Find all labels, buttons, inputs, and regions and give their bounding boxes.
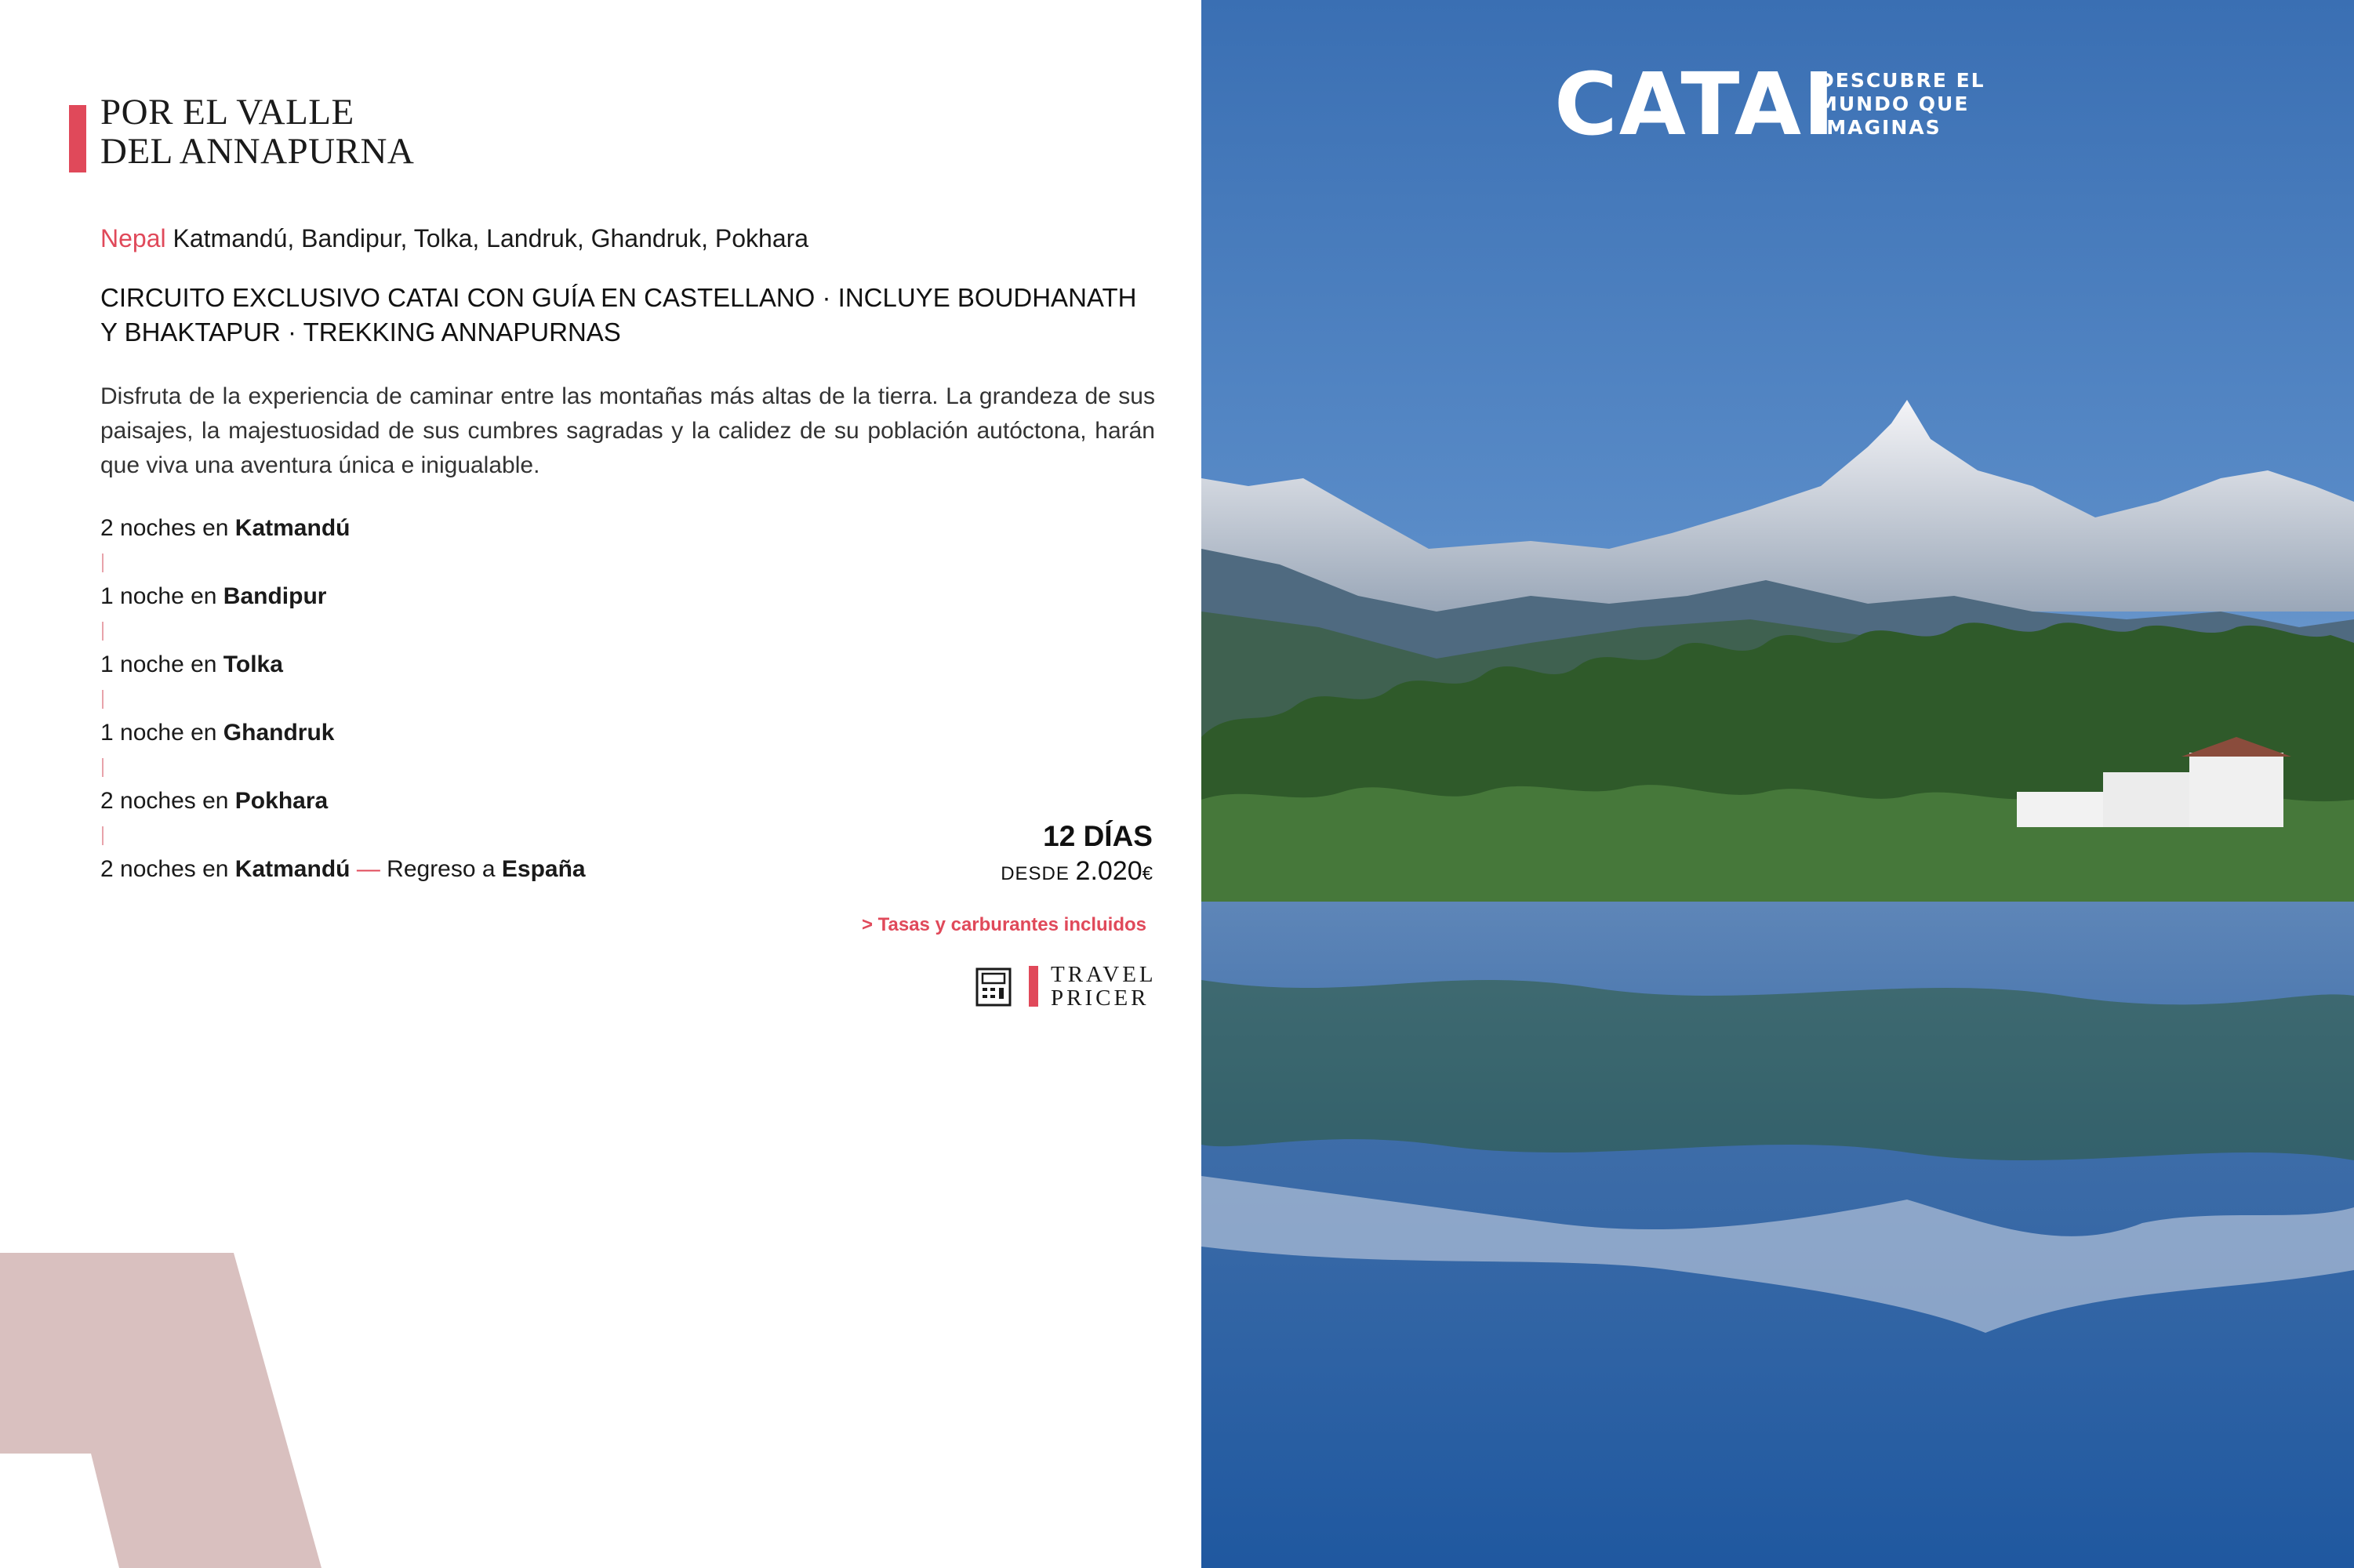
itinerary-place: Ghandruk: [223, 720, 335, 746]
itinerary-separator: [100, 750, 586, 784]
itinerary-dash: —: [350, 856, 387, 882]
cover-photo-panel: [1201, 0, 2354, 1568]
destination-cities: Katmandú, Bandipur, Tolka, Landruk, Ghandruk, Pokhara: [165, 224, 809, 252]
itinerary-separator: [100, 546, 586, 579]
price-line: [925, 856, 1153, 887]
catai-tagline-line-3: IMAGINAS: [1818, 116, 1942, 139]
itinerary-separator: [100, 614, 586, 648]
travel-pricer-wordmark: [1051, 963, 1157, 1010]
itinerary-separator: [100, 818, 586, 852]
country-label: Nepal: [100, 224, 166, 252]
catai-logo[interactable]: [1554, 54, 2040, 154]
itinerary-return-place: España: [501, 856, 586, 882]
title-line-1: POR EL VALLE: [100, 92, 354, 132]
itinerary-place: Pokhara: [234, 788, 329, 814]
catai-tagline: [1818, 69, 1985, 140]
destination-line: [100, 224, 808, 253]
itinerary-item: [100, 852, 586, 887]
itinerary-nights: 1 noche en: [100, 652, 223, 677]
itinerary-nights: 1 noche en: [100, 583, 223, 609]
itinerary-nights: 1 noche en: [100, 720, 223, 746]
trip-duration: 12 DÍAS: [1043, 820, 1153, 852]
taxes-included-link[interactable]: > Tasas y carburantes incluidos: [861, 914, 1146, 935]
calculator-icon: [975, 967, 1012, 1007]
itinerary-nights: 2 noches en: [100, 788, 235, 814]
travel-pricer-logo[interactable]: [975, 962, 1157, 1011]
price-from-label: DESDE: [1001, 863, 1076, 884]
itinerary-place: Katmandú: [234, 515, 351, 541]
itinerary-place: Tolka: [223, 652, 283, 677]
itinerary-nights: 2 noches en: [100, 856, 235, 882]
itinerary-item: [100, 648, 586, 682]
catai-tagline-line-2: MUNDO QUE: [1818, 93, 1970, 115]
itinerary-nights: 2 noches en: [100, 515, 235, 541]
itinerary-separator: [100, 682, 586, 716]
travel-pricer-line-1: TRAVEL: [1051, 962, 1157, 987]
itinerary-item: [100, 579, 586, 614]
price-currency: €: [1142, 863, 1153, 884]
title-accent-bar: [69, 105, 86, 172]
tour-description: Disfruta de la experiencia de caminar entre las montañas más altas de la tierra. La grandeza de sus paisajes, la majestuosidad de sus cumbres sagradas y la calidez de su población autóctona, harán que viva una aventura única e inigualable.: [100, 383, 1155, 478]
itinerary-item: [100, 784, 586, 818]
itinerary-list: [100, 511, 586, 887]
tour-subtitle: CIRCUITO EXCLUSIVO CATAI CON GUÍA EN CASTELLANO · INCLUYE BOUDHANATH Y BHAKTAPUR · TREKKING ANNAPURNAS: [100, 283, 1137, 347]
itinerary-return-text: Regreso a: [387, 856, 502, 882]
decorative-shape: [0, 1253, 321, 1568]
itinerary-place: Katmandú: [234, 856, 351, 882]
itinerary-place: Bandipur: [223, 583, 327, 609]
catai-tagline-line-1: DESCUBRE EL: [1818, 69, 1985, 92]
travel-pricer-line-2: PRICER: [1051, 985, 1150, 1011]
travel-pricer-accent-bar: [1029, 966, 1038, 1007]
itinerary-item: [100, 716, 586, 750]
price-amount: 2.020: [1075, 856, 1142, 886]
catai-wordmark: CATAI: [1554, 54, 1836, 154]
itinerary-item: [100, 511, 586, 546]
page-title: [100, 93, 414, 171]
annapurna-lake-photo: [1201, 0, 2354, 1568]
title-line-2: DEL ANNAPURNA: [100, 131, 415, 172]
